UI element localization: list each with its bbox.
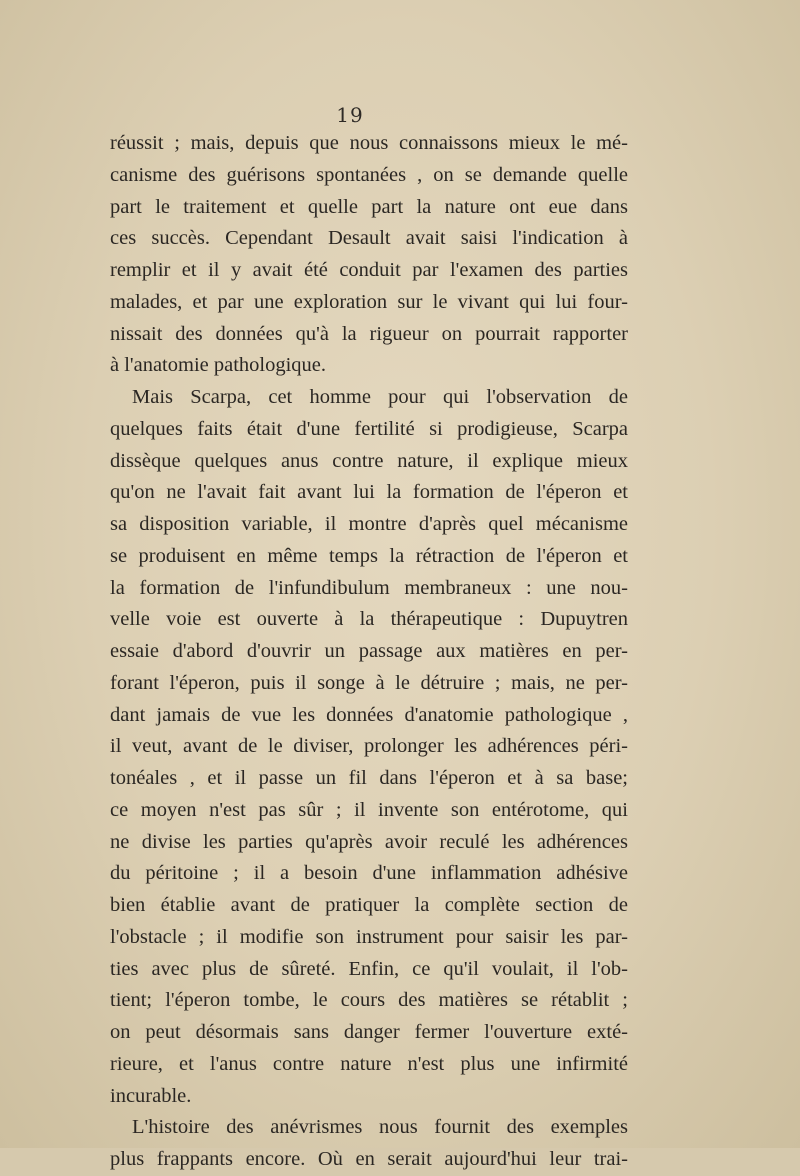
text-line: se produisent en même temps la rétraction de l'éperon et: [110, 544, 628, 567]
text-line: incurable.: [110, 1084, 192, 1107]
text-line: forant l'éperon, puis il songe à le détruire ; mais, ne per-: [110, 671, 628, 694]
text-line: réussit ; mais, depuis que nous connaissons mieux le mé-: [110, 132, 628, 154]
text-line: il veut, avant de le diviser, prolonger les adhérences péri-: [110, 735, 628, 758]
text-line: malades, et par une exploration sur le vivant qui lui four-: [110, 290, 628, 313]
text-line: velle voie est ouverte à la thérapeutique : Dupuytren: [110, 608, 628, 631]
text-line: rieure, et l'anus contre nature n'est plus une infirmité: [110, 1052, 628, 1075]
text-line: quelques faits était d'une fertilité si prodigieuse, Scarpa: [110, 417, 628, 440]
text-line: plus frappants encore. Où en serait aujourd'hui leur trai-: [110, 1148, 628, 1170]
text-line: qu'on ne l'avait fait avant lui la formation de l'éperon et: [110, 481, 628, 504]
text-line: on peut désormais sans danger fermer l'ouverture exté-: [110, 1021, 628, 1043]
text-line: dissèque quelques anus contre nature, il explique mieux: [110, 449, 628, 472]
text-line: tient; l'éperon tombe, le cours des matières se rétablit ;: [110, 989, 628, 1012]
text-line: essaie d'abord d'ouvrir un passage aux matières en per-: [110, 640, 628, 662]
text-line: bien établie avant de pratiquer la complète section de: [110, 894, 628, 916]
page-number: 19: [336, 103, 364, 127]
text-line: Mais Scarpa, cet homme pour qui l'observation de: [132, 386, 628, 408]
text-line: du péritoine ; il a besoin d'une inflammation adhésive: [110, 862, 628, 885]
text-line: l'obstacle ; il modifie son instrument pour saisir les par-: [110, 925, 628, 948]
text-line: L'histoire des anévrismes nous fournit des exemples: [132, 1116, 628, 1139]
text-line: remplir et il y avait été conduit par l'examen des parties: [110, 259, 628, 281]
text-line: nissait des données qu'à la rigueur on pourrait rapporter: [110, 322, 628, 345]
body-text: [110, 128, 628, 1176]
text-line: à l'anatomie pathologique.: [110, 354, 327, 377]
text-line: ties avec plus de sûreté. Enfin, ce qu'il voulait, il l'ob-: [110, 957, 628, 980]
text-line: part le traitement et quelle part la nature ont eue dans: [110, 195, 628, 218]
text-line: la formation de l'infundibulum membraneux : une nou-: [110, 576, 628, 599]
text-line: ce moyen n'est pas sûr ; il invente son entérotome, qui: [110, 798, 628, 821]
text-line: sa disposition variable, il montre d'après quel mécanisme: [110, 513, 628, 535]
text-line: tonéales , et il passe un fil dans l'éperon et à sa base;: [110, 767, 628, 789]
text-line: dant jamais de vue les données d'anatomie pathologique ,: [110, 703, 628, 726]
text-line: ne divise les parties qu'après avoir reculé les adhérences: [110, 830, 628, 853]
text-line: canisme des guérisons spontanées , on se demande quelle: [110, 163, 628, 186]
text-line: ces succès. Cependant Desault avait saisi l'indication à: [110, 227, 628, 250]
